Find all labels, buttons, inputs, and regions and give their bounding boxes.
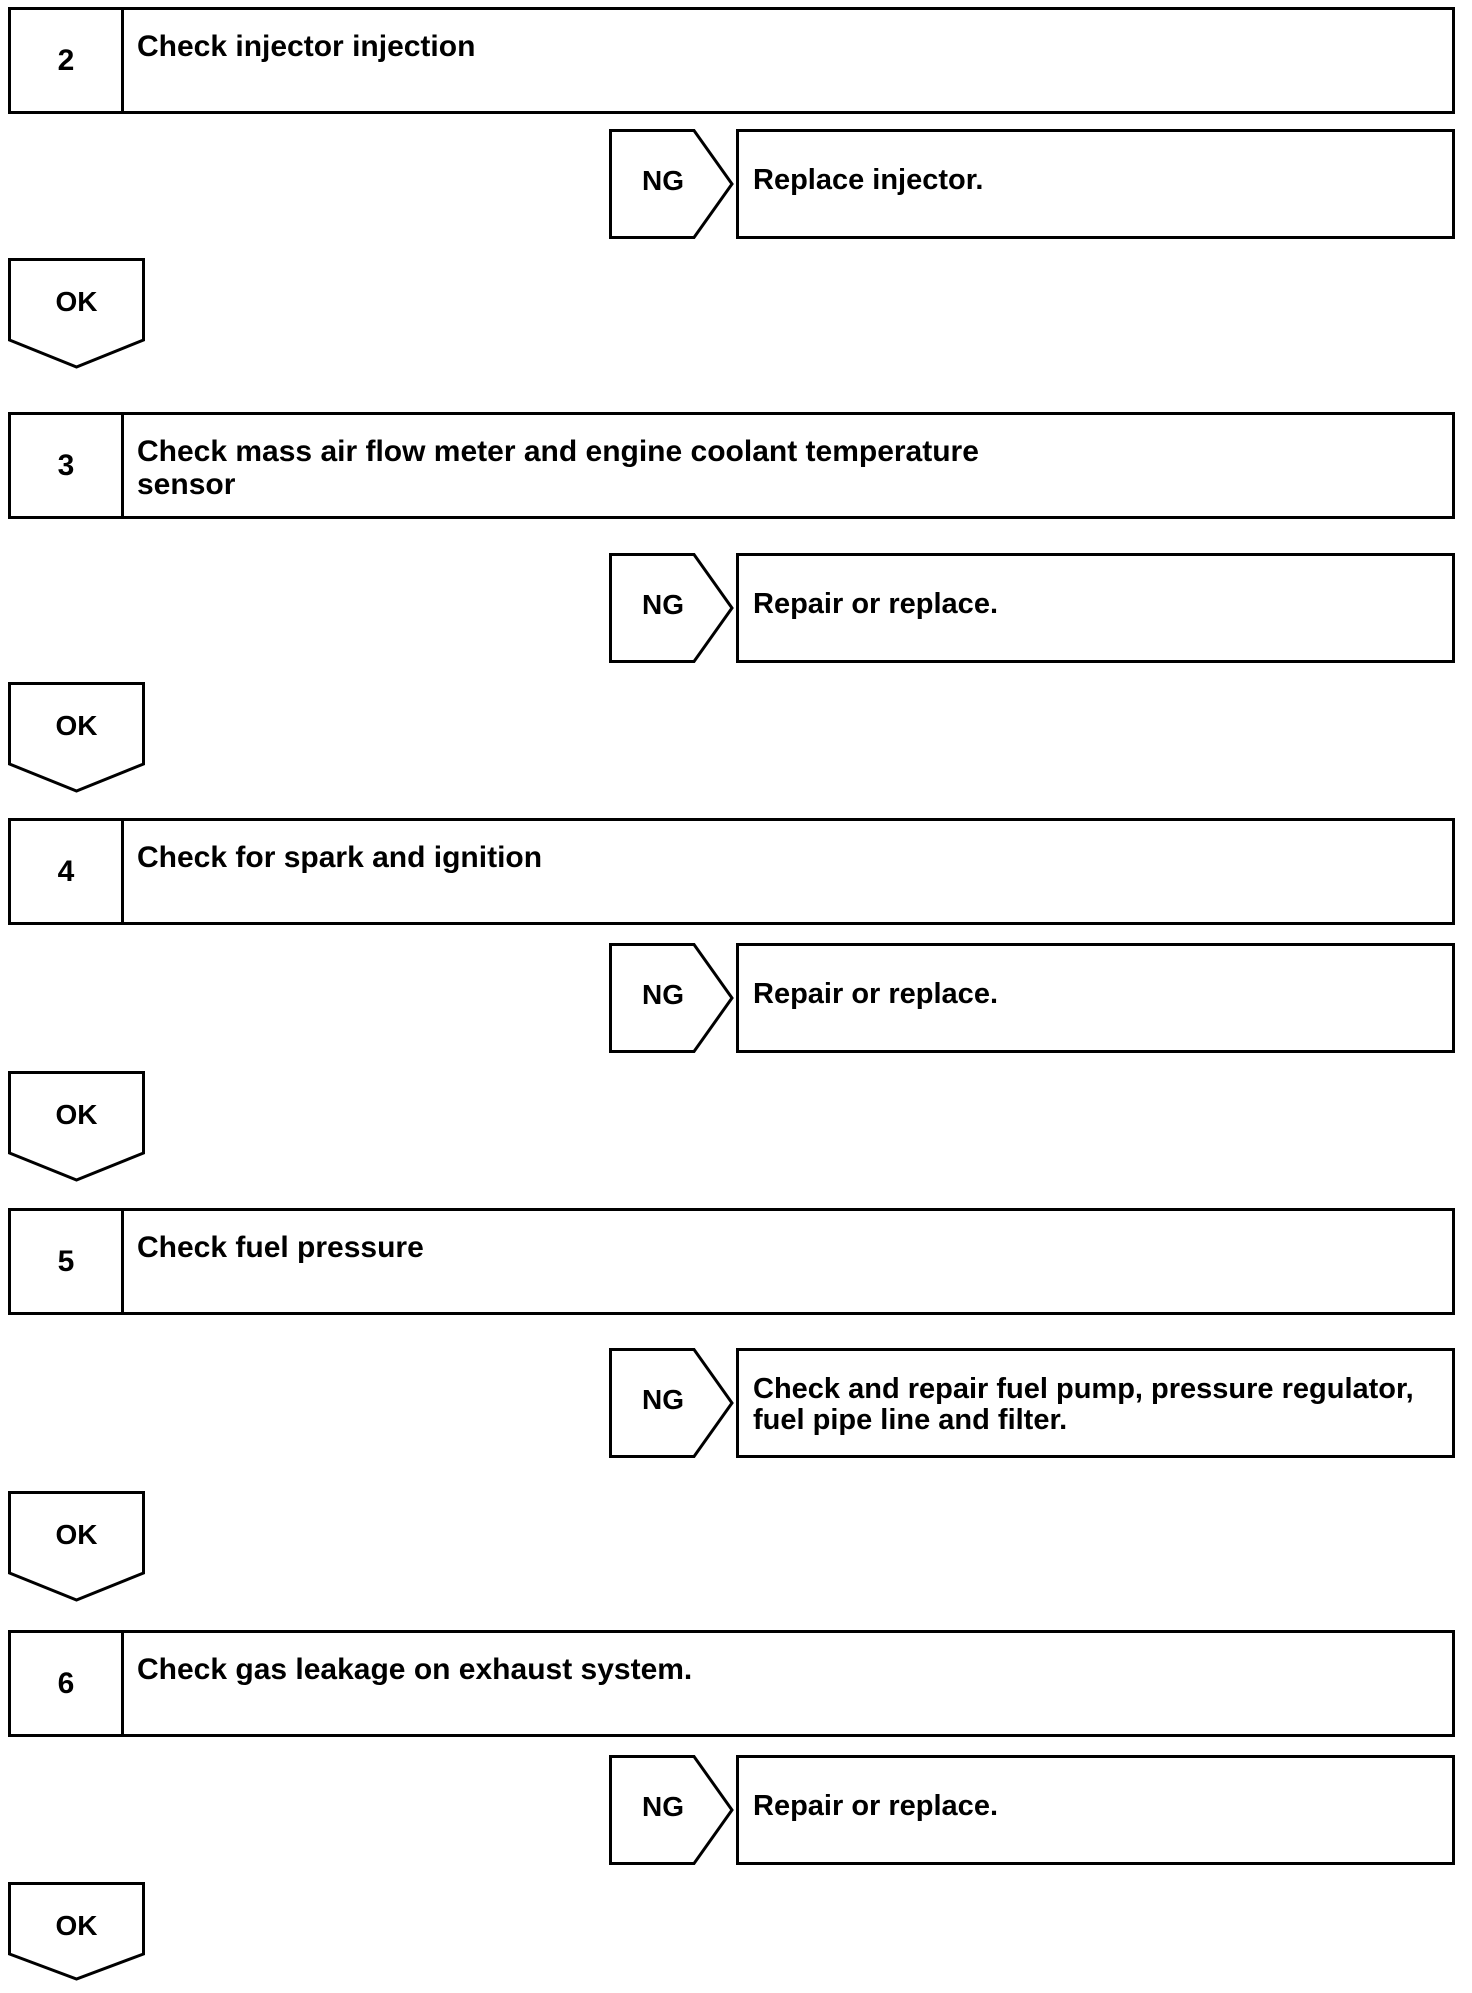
ng-branch-arrow (609, 1348, 734, 1458)
ng-branch-arrow (609, 129, 734, 239)
step-box-3 (8, 412, 1455, 519)
ok-branch-arrow (8, 258, 145, 369)
step-number: 6 (11, 1633, 124, 1734)
ng-label: NG (642, 1791, 684, 1822)
step-title: Check mass air flow meter and engine coolant temperature sensor (137, 435, 979, 501)
step-box-5 (8, 1208, 1455, 1315)
ok-branch-arrow (8, 1071, 145, 1182)
step-title: Check fuel pressure (137, 1231, 424, 1264)
ng-label: NG (642, 1384, 684, 1415)
ng-branch-arrow (609, 1755, 734, 1865)
step-box-2 (8, 7, 1455, 114)
ng-branch-arrow (609, 553, 734, 663)
step-box-6 (8, 1630, 1455, 1737)
ok-label: OK (55, 286, 98, 317)
step-title: Check gas leakage on exhaust system. (137, 1653, 693, 1686)
ng-action-box: Repair or replace. (736, 553, 1455, 663)
step-number: 3 (11, 415, 124, 516)
step-title: Check injector injection (137, 30, 476, 63)
ng-action-box: Repair or replace. (736, 943, 1455, 1053)
ok-label: OK (55, 710, 98, 741)
ok-label: OK (55, 1910, 98, 1941)
ng-label: NG (642, 589, 684, 620)
ng-action-box: Check and repair fuel pump, pressure regulator, fuel pipe line and filter. (736, 1348, 1455, 1458)
ok-branch-arrow (8, 682, 145, 793)
ok-branch-arrow (8, 1882, 145, 1993)
step-number: 2 (11, 10, 124, 111)
ng-label: NG (642, 979, 684, 1010)
step-title: Check for spark and ignition (137, 841, 543, 874)
ng-action-box: Replace injector. (736, 129, 1455, 239)
ng-branch-arrow (609, 943, 734, 1053)
ok-label: OK (55, 1099, 98, 1130)
ok-label: OK (55, 1519, 98, 1550)
ok-branch-arrow (8, 1491, 145, 1602)
ng-label: NG (642, 165, 684, 196)
step-number: 5 (11, 1211, 124, 1312)
step-box-4 (8, 818, 1455, 925)
step-number: 4 (11, 821, 124, 922)
ng-action-box: Repair or replace. (736, 1755, 1455, 1865)
